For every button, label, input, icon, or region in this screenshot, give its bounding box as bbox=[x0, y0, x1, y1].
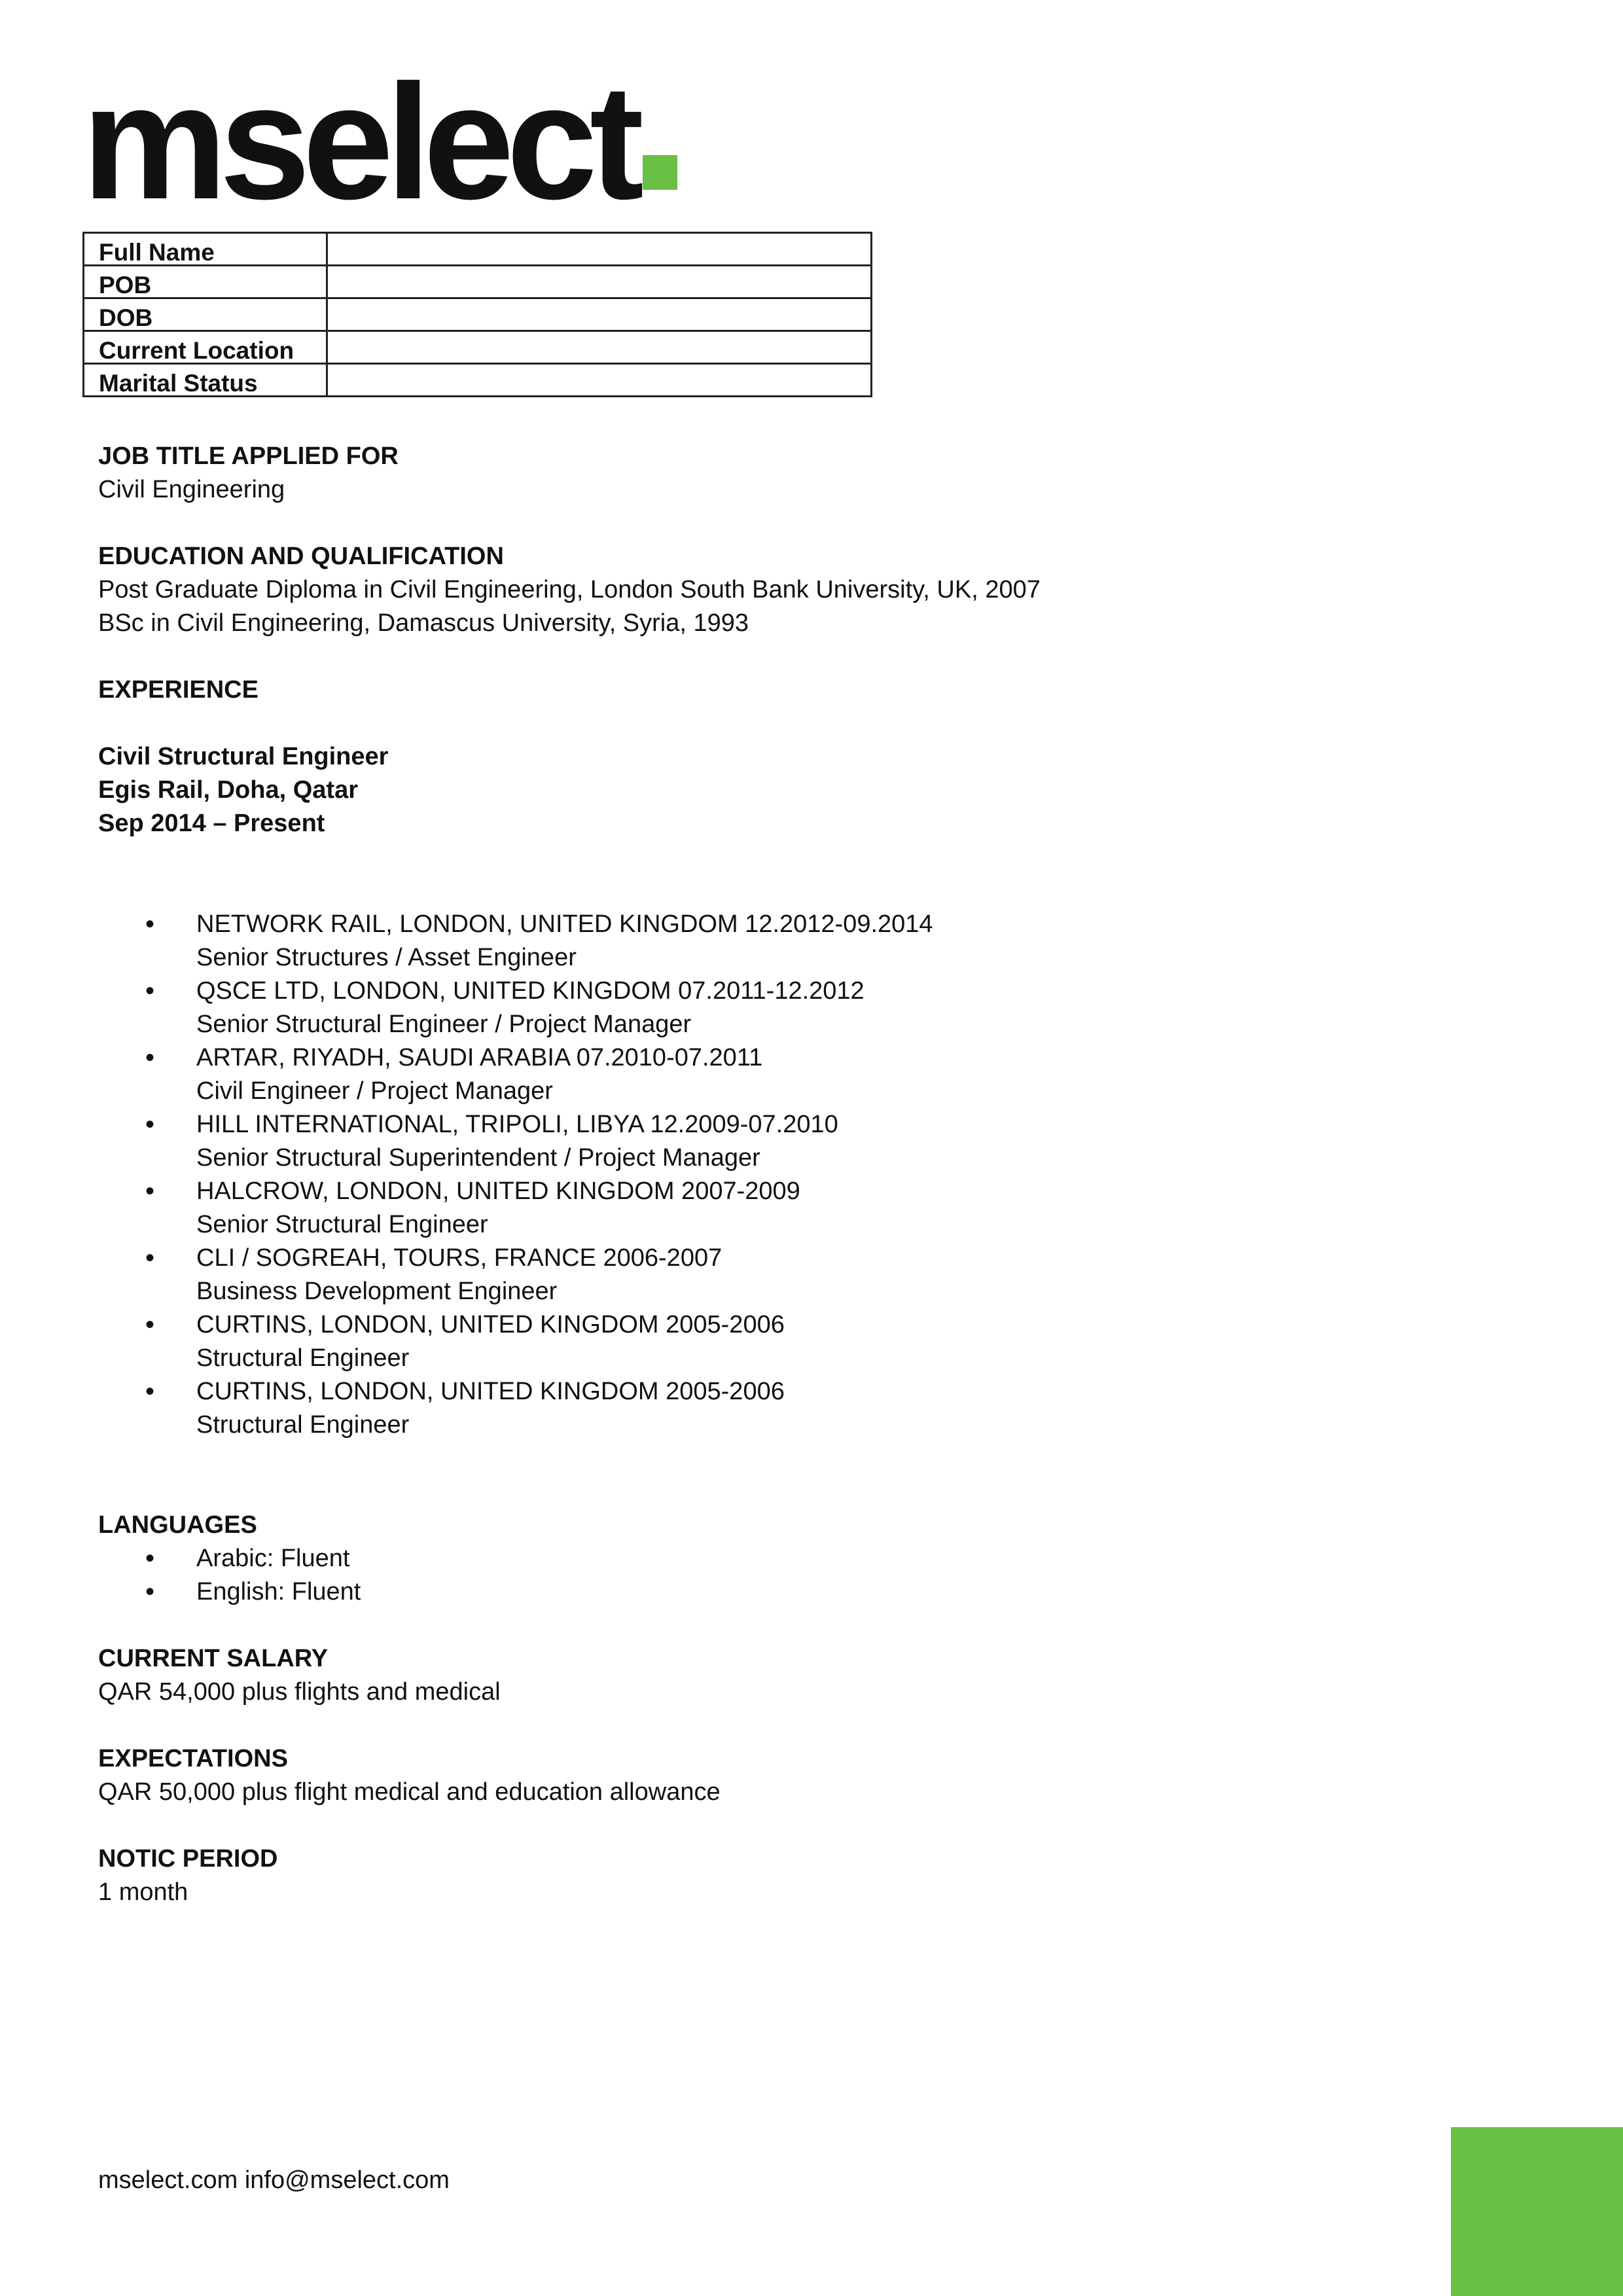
current-period: Sep 2014 – Present bbox=[98, 810, 325, 837]
job-company: • CURTINS, LONDON, UNITED KINGDOM 2005-2006 bbox=[196, 1311, 785, 1338]
pob-value bbox=[327, 266, 872, 298]
job-role: Senior Structures / Asset Engineer bbox=[196, 944, 577, 971]
job-title-value: Civil Engineering bbox=[98, 476, 285, 503]
personal-details-table bbox=[82, 232, 872, 397]
list-item: • Arabic: Fluent bbox=[98, 1542, 1472, 1575]
current-role: Civil Structural Engineer bbox=[98, 743, 389, 770]
notice-heading: NOTIC PERIOD bbox=[98, 1845, 278, 1873]
list-item bbox=[98, 1308, 1472, 1375]
list-item bbox=[98, 1108, 1472, 1175]
logo-accent-square bbox=[643, 155, 677, 190]
company-logo: mselect bbox=[82, 50, 637, 233]
salary-heading: CURRENT SALARY bbox=[98, 1645, 329, 1672]
dob-value bbox=[327, 298, 872, 331]
table-row bbox=[84, 331, 872, 364]
table-row bbox=[84, 298, 872, 331]
job-role: Structural Engineer bbox=[196, 1344, 410, 1372]
list-item bbox=[98, 1041, 1472, 1108]
cv-body bbox=[98, 440, 1472, 1909]
job-role: Senior Structural Superintendent / Project Manager bbox=[196, 1144, 760, 1172]
expectations-value: QAR 50,000 plus flight medical and education allowance bbox=[98, 1778, 721, 1806]
previous-experience-list bbox=[98, 908, 1472, 1442]
job-company: • CLI / SOGREAH, TOURS, FRANCE 2006-2007 bbox=[196, 1244, 722, 1272]
languages-list bbox=[98, 1542, 1472, 1609]
list-item bbox=[98, 1175, 1472, 1242]
footer-contact: mselect.com info@mselect.com bbox=[98, 2166, 450, 2194]
current-location-value bbox=[327, 331, 872, 364]
job-role: Senior Structural Engineer / Project Manager bbox=[196, 1011, 692, 1038]
list-item bbox=[98, 975, 1472, 1041]
job-company: • QSCE LTD, LONDON, UNITED KINGDOM 07.2011-12.2012 bbox=[196, 977, 865, 1005]
table-row bbox=[84, 233, 872, 266]
salary-value: QAR 54,000 plus flights and medical bbox=[98, 1678, 501, 1706]
notice-value: 1 month bbox=[98, 1878, 188, 1906]
table-row bbox=[84, 266, 872, 298]
current-location-label: Current Location bbox=[84, 331, 327, 364]
list-item bbox=[98, 908, 1472, 975]
job-company: • CURTINS, LONDON, UNITED KINGDOM 2005-2006 bbox=[196, 1378, 785, 1405]
job-role: Senior Structural Engineer bbox=[196, 1211, 488, 1238]
job-role: Business Development Engineer bbox=[196, 1278, 558, 1305]
experience-heading: EXPERIENCE bbox=[98, 676, 259, 704]
job-role: Structural Engineer bbox=[196, 1411, 410, 1439]
list-item bbox=[98, 1242, 1472, 1308]
job-company: • NETWORK RAIL, LONDON, UNITED KINGDOM 12.2012-09.2014 bbox=[196, 910, 933, 938]
current-company: Egis Rail, Doha, Qatar bbox=[98, 776, 358, 804]
list-item bbox=[98, 1375, 1472, 1442]
marital-status-label: Marital Status bbox=[84, 364, 327, 397]
full-name-label: Full Name bbox=[84, 233, 327, 266]
corner-accent-block bbox=[1451, 2127, 1623, 2296]
education-item: BSc in Civil Engineering, Damascus University, Syria, 1993 bbox=[98, 609, 749, 637]
education-item: Post Graduate Diploma in Civil Engineering, London South Bank University, UK, 2007 bbox=[98, 576, 1041, 603]
job-title-heading: JOB TITLE APPLIED FOR bbox=[98, 442, 399, 470]
list-item: • English: Fluent bbox=[98, 1575, 1472, 1609]
education-heading: EDUCATION AND QUALIFICATION bbox=[98, 543, 504, 570]
pob-label: POB bbox=[84, 266, 327, 298]
full-name-value bbox=[327, 233, 872, 266]
job-company: • HALCROW, LONDON, UNITED KINGDOM 2007-2009 bbox=[196, 1177, 800, 1205]
marital-status-value bbox=[327, 364, 872, 397]
job-company: • ARTAR, RIYADH, SAUDI ARABIA 07.2010-07.2011 bbox=[196, 1044, 763, 1071]
languages-heading: LANGUAGES bbox=[98, 1511, 257, 1539]
job-company: • HILL INTERNATIONAL, TRIPOLI, LIBYA 12.2009-07.2010 bbox=[196, 1111, 838, 1138]
expectations-heading: EXPECTATIONS bbox=[98, 1745, 288, 1772]
table-row bbox=[84, 364, 872, 397]
job-role: Civil Engineer / Project Manager bbox=[196, 1077, 553, 1105]
dob-label: DOB bbox=[84, 298, 327, 331]
